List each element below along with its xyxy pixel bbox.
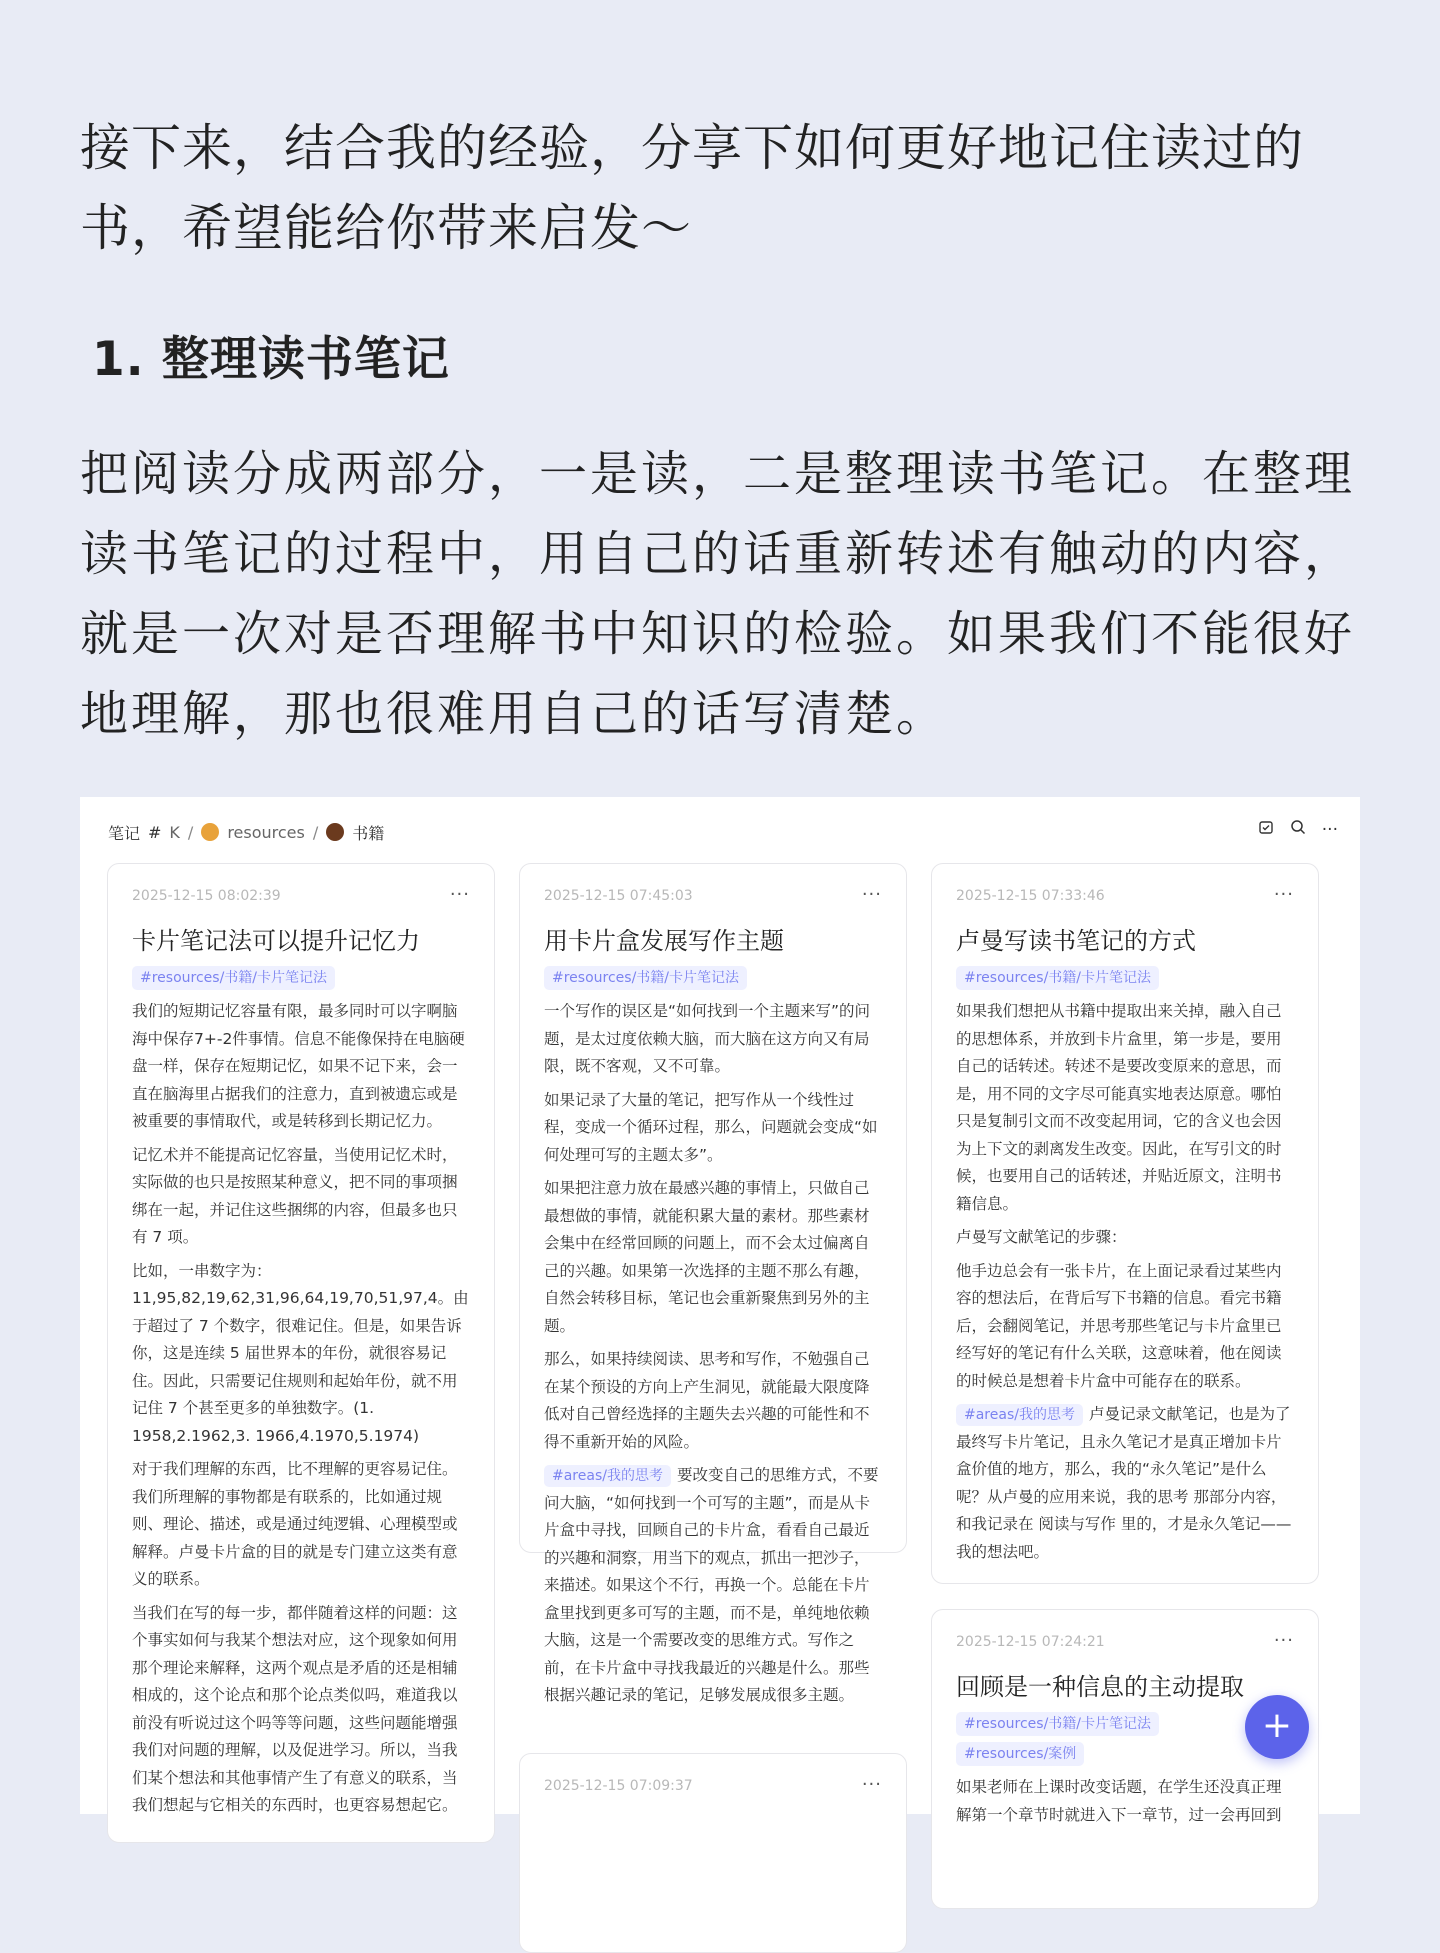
breadcrumb-books[interactable]: 书籍 — [352, 823, 385, 843]
card-paragraph: 卢曼写文献笔记的步骤： — [956, 1228, 1127, 1246]
section-title: 1. 整理读书笔记 — [92, 332, 450, 387]
card-paragraph-tagged — [956, 1401, 1294, 1566]
breadcrumb-sep: / — [312, 822, 319, 842]
card-body — [544, 998, 882, 1710]
note-card[interactable] — [931, 1609, 1319, 1909]
tag-chip[interactable]: #resources/书籍/卡片笔记法 — [956, 966, 1159, 990]
intro-text: 接下来，结合我的经验，分享下如何更好地记住读过的书，希望能给你带来启发～ — [80, 119, 1304, 257]
card-more-icon[interactable]: ··· — [861, 1774, 882, 1795]
app-topbar — [80, 797, 1360, 867]
chestnut-icon — [326, 823, 344, 841]
collapse-icon[interactable]: K — [169, 822, 180, 842]
breadcrumb — [108, 821, 384, 844]
card-more-icon[interactable]: ··· — [1273, 884, 1294, 905]
card-tags — [956, 1712, 1294, 1766]
tag-chip[interactable]: #resources/案例 — [956, 1742, 1084, 1766]
card-paragraph: 记忆术并不能提高记忆容量，当使用记忆术时，实际做的也只是按照某种意义，把不同的事项捆绑在一起，并记住这些捆绑的内容，但最多也只有 7 项。 — [132, 1145, 458, 1246]
card-date: 2025-12-15 07:09:37 — [544, 1778, 693, 1794]
breadcrumb-resources[interactable]: resources — [227, 822, 305, 842]
top-actions — [1258, 819, 1338, 840]
card-tags — [544, 966, 882, 990]
card-date: 2025-12-15 07:45:03 — [544, 888, 693, 904]
add-note-button[interactable]: + — [1245, 1695, 1309, 1759]
card-paragraph: 如果把注意力放在最感兴趣的事情上，只做自己最想做的事情，就能积累大量的素材。那些素材会集中在经常回顾的问题上，而不会太过偏离自己的兴趣。如果第一次选择的主题不那么有趣，自然会转移目标，笔记也会重新聚焦到另外的主题。 — [544, 1179, 870, 1335]
card-more-icon[interactable]: ··· — [1273, 1630, 1294, 1651]
note-card[interactable] — [931, 863, 1319, 1584]
tag-chip[interactable]: #resources/书籍/卡片笔记法 — [544, 966, 747, 990]
search-icon[interactable] — [1290, 819, 1306, 840]
card-date: 2025-12-15 07:33:46 — [956, 888, 1105, 904]
tagged-paragraph-text: 要改变自己的思维方式，不要问大脑，“如何找到一个可写的主题”，而是从卡片盒中寻找，回顾自己的卡片盒，看看自己最近的兴趣和洞察，用当下的观点，抓出一把沙子，来描述。如果这个不行，再换一个。总能在卡片盒里找到更多可写的主题，而不是，单纯地依赖大脑，这是一个需要改变的思维方式。写作之前，在卡片盒中寻找我最近的兴趣是什么。那些根据兴趣记录的笔记，足够发展成很多主题。 — [544, 1466, 879, 1704]
tagged-paragraph-text: 卢曼记录文献笔记，也是为了最终写卡片笔记，且永久笔记才是真正增加卡片盒价值的地方，那么，我的“永久笔记”是什么呢？从卢曼的应用来说，我的思考 那部分内容，和我记录在 阅读与写作 里的，才是永久笔记——我的想法吧。 — [956, 1405, 1292, 1561]
card-title[interactable]: 回顾是一种信息的主动提取 — [956, 1673, 1244, 1701]
hash-icon[interactable]: # — [148, 822, 162, 842]
tag-chip[interactable]: #areas/我的思考 — [544, 1465, 671, 1487]
tag-chip[interactable]: #resources/书籍/卡片笔记法 — [132, 966, 335, 990]
card-paragraph: 如果老师在上课时改变话题，在学生还没真正理解第一个章节时就进入下一章节，过一会再回到 — [956, 1778, 1282, 1824]
note-card[interactable] — [107, 863, 495, 1843]
card-paragraph: 如果记录了大量的笔记，把写作从一个线性过程，变成一个循环过程，那么，问题就会变成“如何处理可写的主题太多”。 — [544, 1090, 878, 1164]
card-more-icon[interactable]: ··· — [861, 884, 882, 905]
card-paragraph: 一个写作的误区是“如何找到一个主题来写”的问题，是太过度依赖大脑，而大脑在这方向又有局限，既不客观，又不可靠。 — [544, 1002, 871, 1075]
card-tags — [956, 966, 1294, 990]
card-title[interactable]: 卢曼写读书笔记的方式 — [956, 927, 1196, 955]
card-paragraph: 对于我们理解的东西，比不理解的更容易记住。我们所理解的事物都是有联系的，比如通过规则、理论、描述，或是通过纯逻辑、心理模型或解释。卢曼卡片盒的目的就是专门建立这类有意义的联系。 — [132, 1460, 458, 1588]
note-card[interactable] — [519, 1753, 907, 1953]
calendar-check-icon[interactable] — [1258, 819, 1274, 840]
card-paragraph: 如果我们想把从书籍中提取出来关掉，融入自己的思想体系，并放到卡片盒里，第一步是，要用自己的话转述。转述不是要改变原来的意思，而是，用不同的文字尽可能真实地表达原意。哪怕只是复制引文而不改变起用词，它的含义也会因为上下文的剥离发生改变。因此，在写引文的时候，也要用自己的话转述，并贴近原文，注明书籍信息。 — [956, 1002, 1282, 1213]
card-body — [956, 998, 1294, 1566]
tag-chip[interactable]: #resources/书籍/卡片笔记法 — [956, 1712, 1159, 1736]
card-paragraph: 当我们在写的每一步，都伴随着这样的问题：这个事实如何与我某个想法对应，这个现象如何用那个理论来解释，这两个观点是矛盾的还是相辅相成的，这个论点和那个论点类似吗，难道我以前没有听说过这个吗等等问题，这些问题能增强我们对问题的理解，以及促进学习。所以，当我们某个想法和其他事情产生了有意义的联系，当我们想起与它相关的东西时，也更容易想起它。 — [132, 1603, 458, 1814]
note-card[interactable] — [519, 863, 907, 1704]
card-paragraph: 那么，如果持续阅读、思考和写作，不勉强自己在某个预设的方向上产生洞见，就能最大限度降低对自己曾经选择的主题失去兴趣的可能性和不得不重新开始的风险。 — [544, 1350, 870, 1451]
card-paragraph-tagged — [544, 1462, 882, 1710]
card-body — [132, 998, 470, 1820]
tag-chip[interactable]: #areas/我的思考 — [956, 1404, 1083, 1426]
card-tags — [132, 966, 470, 990]
card-date: 2025-12-15 08:02:39 — [132, 888, 281, 904]
breadcrumb-sep: / — [187, 822, 194, 842]
card-more-icon[interactable]: ··· — [449, 884, 470, 905]
card-date: 2025-12-15 07:24:21 — [956, 1634, 1105, 1650]
body-paragraph: 把阅读分成两部分，一是读，二是整理读书笔记。在整理读书笔记的过程中，用自己的话重新转述有触动的内容，就是一次对是否理解书中知识的检验。如果我们不能很好地理解，那也很难用自己的话写清楚。 — [80, 446, 1356, 742]
card-paragraph: 比如，一串数字为：11,95,82,19,62,31,96,64,19,70,51,97,4。由于超过了 7 个数字，很难记住。但是，如果告诉你，这是连续 5 届世界本的年份，就很容易记住。因此，只需要记住规则和起始年份，就不用记住 7 个甚至更多的单独数字。(1. 1958,2.1962,3. 1966,4.1970,5.1974) — [132, 1261, 469, 1445]
more-icon[interactable]: ··· — [1321, 819, 1338, 840]
lion-icon — [201, 823, 219, 841]
app-screenshot — [80, 797, 1360, 1824]
breadcrumb-root[interactable]: 笔记 — [108, 823, 141, 843]
card-paragraph: 他手边总会有一张卡片，在上面记录看过某些内容的想法后，在背后写下书籍的信息。看完书籍后，会翻阅笔记，并思考那些笔记与卡片盒里已经写好的笔记有什么关联，这意味着，他在阅读的时候总是想着卡片盒中可能存在的联系。 — [956, 1261, 1282, 1390]
card-title[interactable]: 用卡片盒发展写作主题 — [544, 927, 784, 955]
card-body — [956, 1774, 1294, 1829]
card-title[interactable]: 卡片笔记法可以提升记忆力 — [132, 927, 420, 955]
card-paragraph: 我们的短期记忆容量有限，最多同时可以字啊脑海中保存7+-2件事情。信息不能像保持在电脑硬盘一样，保存在短期记忆，如果不记下来，会一直在脑海里占据我们的注意力，直到被遗忘或是被重要的事情取代，或是转移到长期记忆力。 — [132, 1002, 465, 1130]
